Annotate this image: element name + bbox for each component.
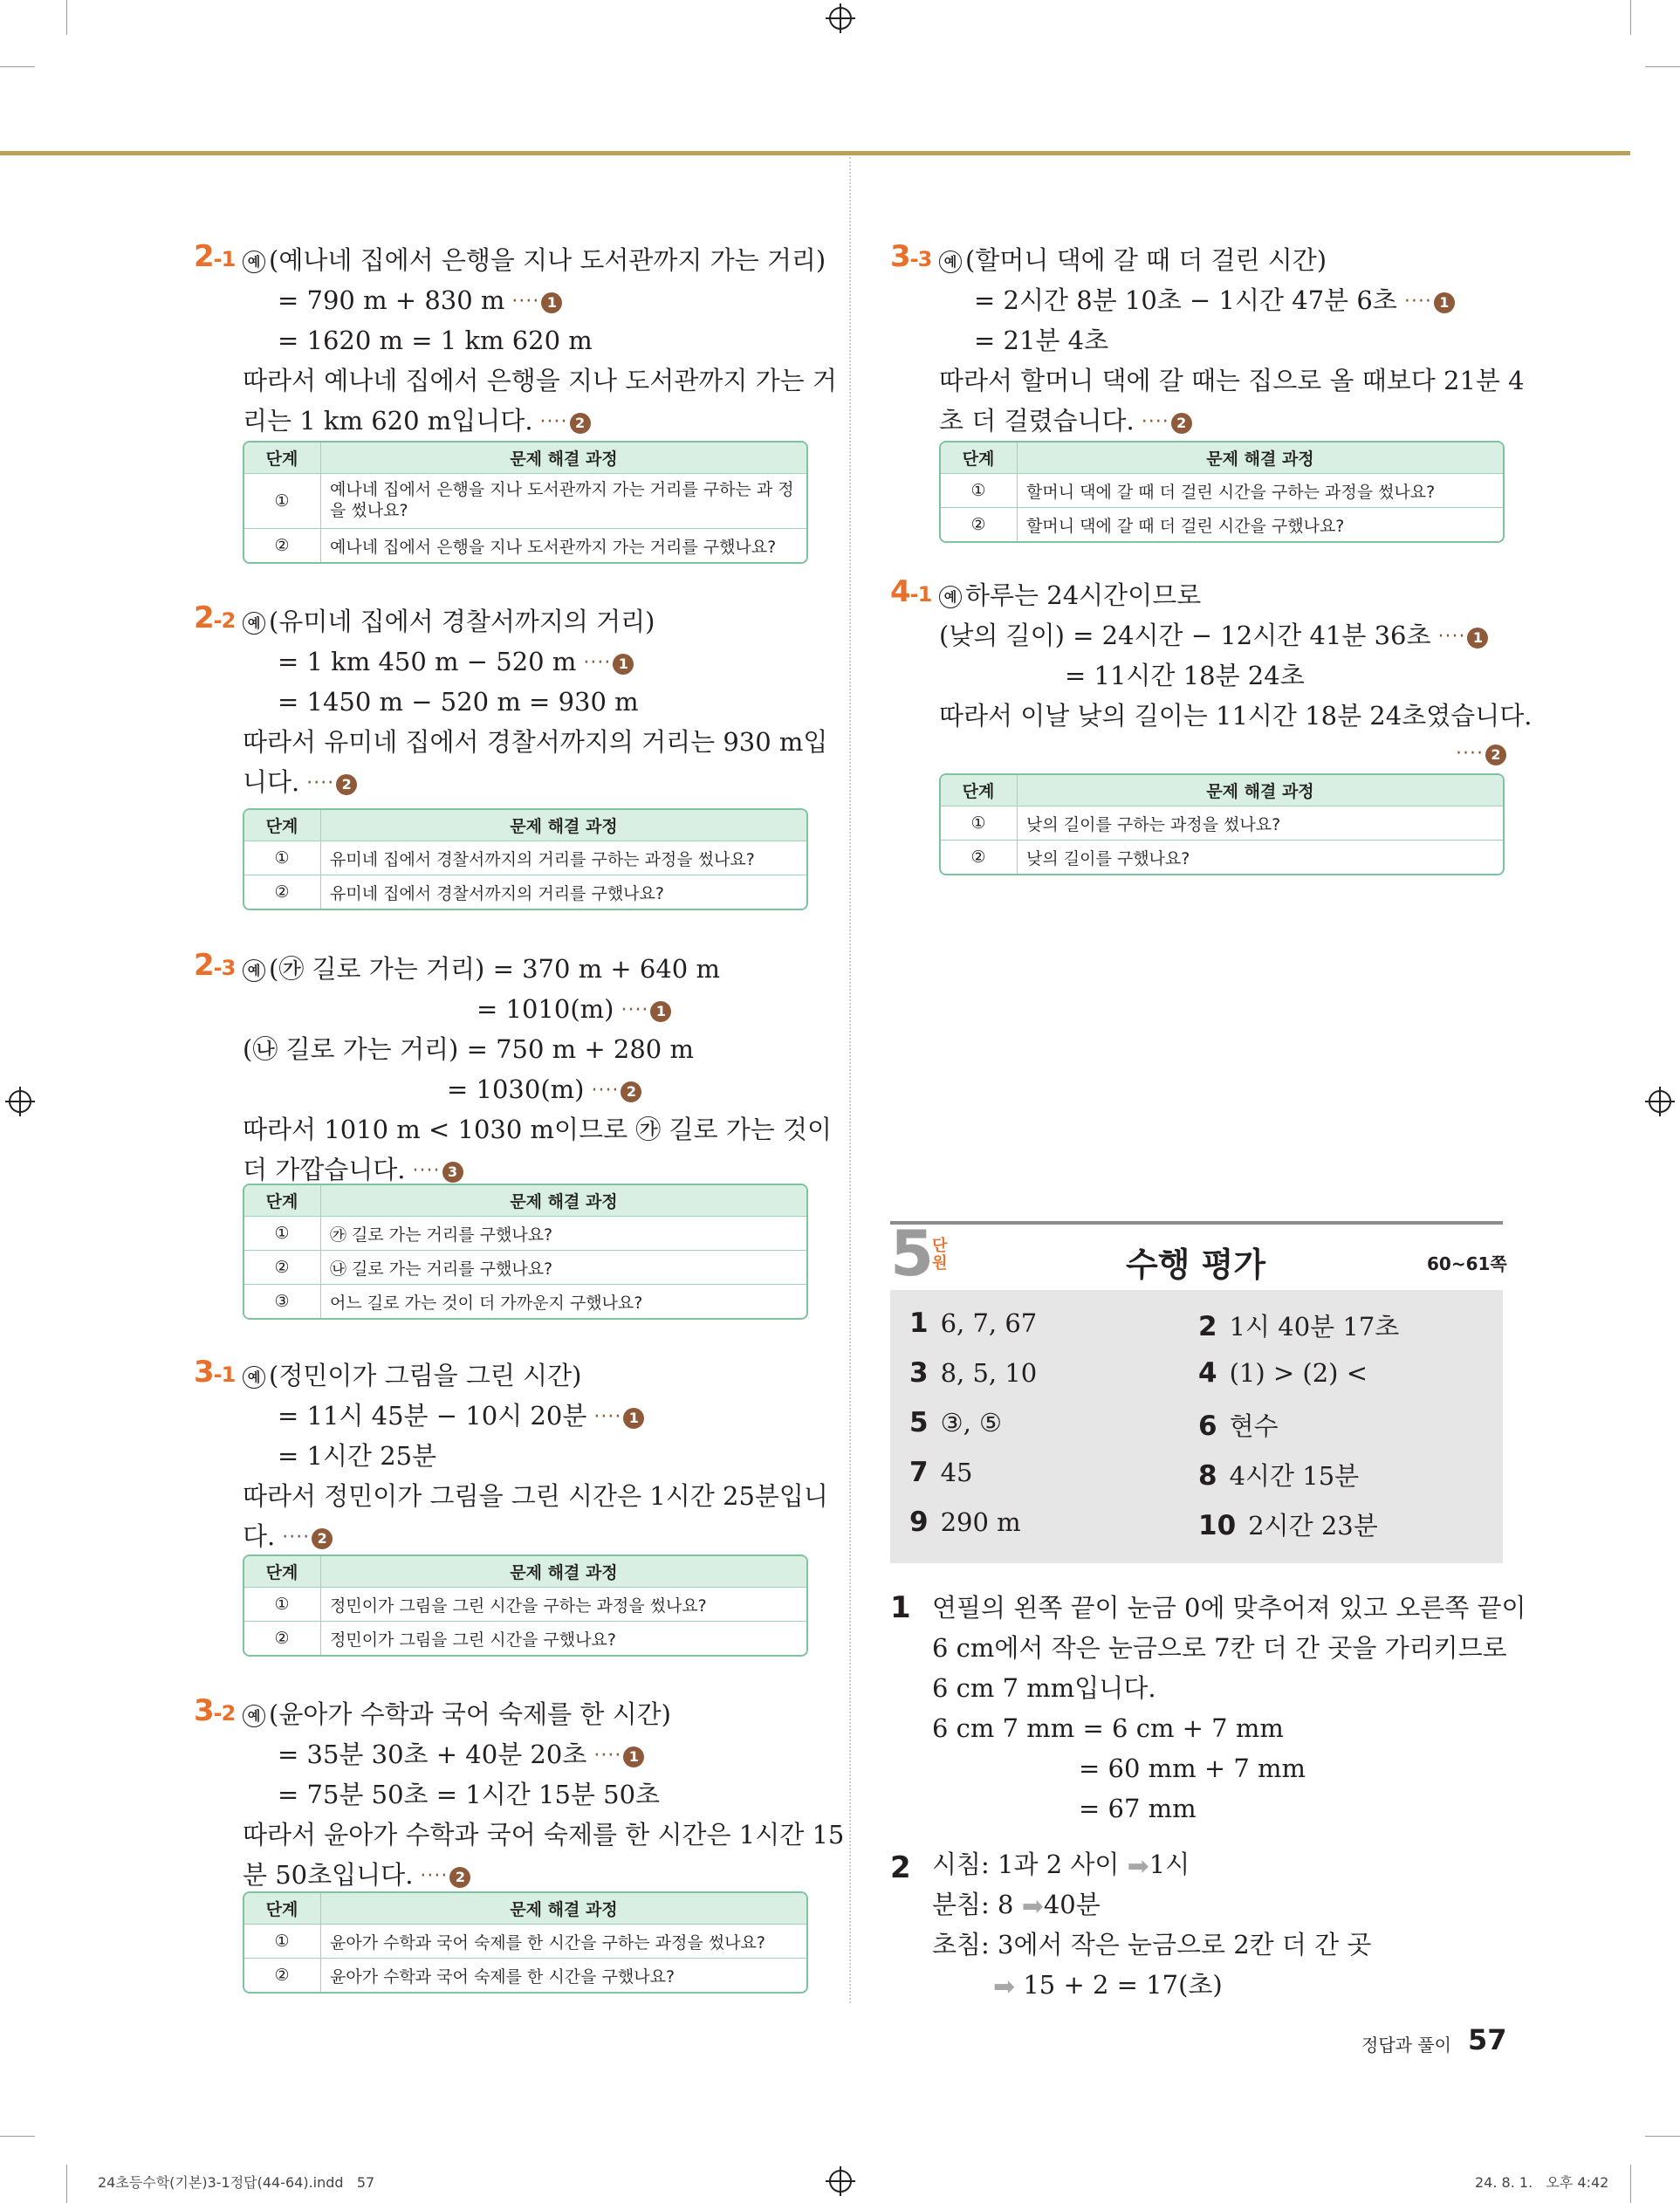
crop-mark bbox=[66, 0, 67, 35]
score-marker: ···· 2 bbox=[420, 1867, 470, 1888]
problem-number: 3-3 bbox=[890, 239, 932, 274]
example-mark-icon: 예 bbox=[243, 959, 265, 982]
answer-item: 9 290 m bbox=[909, 1506, 1021, 1538]
answer-item: 8 4시간 15분 bbox=[1198, 1460, 1360, 1492]
print-date: 24. 8. 1. 오후 4:42 bbox=[1475, 2174, 1609, 2191]
score-marker: ···· 2 bbox=[306, 774, 357, 795]
registration-mark-icon bbox=[829, 2170, 852, 2193]
arrow-right-icon: ➡ bbox=[1021, 1891, 1044, 1922]
section-number: 5 bbox=[890, 1217, 935, 1290]
problem-number: 3-2 bbox=[194, 1693, 236, 1728]
answer-item: 1 6, 7, 67 bbox=[909, 1307, 1038, 1339]
problem-number: 2-1 bbox=[194, 239, 236, 274]
crop-mark bbox=[1645, 2136, 1680, 2137]
example-mark-icon: 예 bbox=[939, 586, 962, 608]
crop-mark bbox=[0, 2136, 35, 2137]
score-marker: ···· 2 bbox=[540, 413, 591, 434]
registration-mark-icon bbox=[829, 7, 852, 30]
file-slug: 24초등수학(기본)3-1정답(44-64).indd 57 bbox=[98, 2174, 375, 2191]
answer-item: 6 현수 bbox=[1198, 1410, 1279, 1442]
answer-item: 4 (1) > (2) < bbox=[1198, 1357, 1368, 1389]
example-mark-icon: 예 bbox=[243, 612, 265, 635]
example-mark-icon: 예 bbox=[243, 1366, 265, 1389]
scoring-table: 단계 문제 해결 과정 ① 유미네 집에서 경찰서까지의 거리를 구하는 과정을 썼나요? ② 유미네 집에서 경찰서까지의 거리를 구했나요? bbox=[243, 808, 808, 910]
explanation-number: 2 bbox=[890, 1850, 911, 1885]
answer-item: 10 2시간 23분 bbox=[1198, 1510, 1378, 1541]
answer-item: 5 ③, ⑤ bbox=[909, 1407, 1003, 1438]
score-marker: ···· 1 bbox=[593, 1747, 644, 1767]
arrow-right-icon: ➡ bbox=[1127, 1851, 1149, 1882]
score-marker: ···· 3 bbox=[413, 1162, 463, 1183]
score-marker: ···· 1 bbox=[583, 654, 634, 675]
scoring-table: 단계 문제 해결 과정 ① 낮의 길이를 구하는 과정을 썼나요? ② 낮의 길이를 구했나요? bbox=[939, 773, 1505, 875]
score-marker: ···· 2 bbox=[1142, 413, 1192, 434]
section-title: 수행 평가 bbox=[1126, 1246, 1266, 1284]
answer-item: 7 45 bbox=[909, 1457, 973, 1488]
score-marker: ···· 1 bbox=[621, 1001, 671, 1022]
score-marker: ···· 2 bbox=[591, 1081, 641, 1102]
crop-mark bbox=[0, 66, 35, 67]
scoring-table: 단계 문제 해결 과정 ① ㉮ 길로 가는 거리를 구했나요? ② ㉯ 길로 가는 거리를 구했나요? ③ 어느 길로 가는 것이 더 가까운지 구했나요? bbox=[243, 1184, 808, 1320]
score-marker: ···· 1 bbox=[1438, 628, 1489, 649]
scoring-table: 단계 문제 해결 과정 ① 예나네 집에서 은행을 지나 도서관까지 가는 거리를 구하는 과 정을 썼나요? ② 예나네 집에서 은행을 지나 도서관까지 가는 거리를 구했나요? bbox=[243, 441, 808, 564]
problem-number: 3-1 bbox=[194, 1355, 236, 1390]
answer-item: 3 8, 5, 10 bbox=[909, 1357, 1038, 1389]
section-pages: 60~61쪽 bbox=[1427, 1253, 1507, 1274]
footer-label: 정답과 풀이 bbox=[1361, 2035, 1451, 2055]
score-marker: ···· 2 bbox=[282, 1528, 333, 1549]
crop-mark bbox=[1630, 0, 1631, 35]
section-rule bbox=[890, 1221, 1503, 1225]
problem-number: 2-2 bbox=[194, 601, 236, 635]
crop-mark bbox=[1630, 2165, 1631, 2203]
score-marker: ···· 1 bbox=[1404, 292, 1455, 313]
score-marker: ···· 1 bbox=[593, 1408, 644, 1429]
scoring-table: 단계 문제 해결 과정 ① 정민이가 그림을 그린 시간을 구하는 과정을 썼나요? ② 정민이가 그림을 그린 시간을 구했나요? bbox=[243, 1554, 808, 1657]
crop-mark bbox=[66, 2165, 67, 2203]
explanation-number: 1 bbox=[890, 1590, 911, 1625]
score-marker: ···· 2 bbox=[1456, 745, 1506, 765]
page-number: 57 bbox=[1468, 2023, 1507, 2056]
column-divider bbox=[849, 157, 851, 2003]
problem-number: 4-1 bbox=[890, 574, 932, 609]
scoring-table: 단계 문제 해결 과정 ① 윤아가 수학과 국어 숙제를 한 시간을 구하는 과정을 썼나요? ② 윤아가 수학과 국어 숙제를 한 시간을 구했나요? bbox=[243, 1891, 808, 1994]
problem-number: 2-3 bbox=[194, 948, 236, 983]
scoring-table: 단계 문제 해결 과정 ① 할머니 댁에 갈 때 더 걸린 시간을 구하는 과정을 썼나요? ② 할머니 댁에 갈 때 더 걸린 시간을 구했나요? bbox=[939, 441, 1505, 543]
arrow-right-icon: ➡ bbox=[993, 1972, 1016, 2002]
crop-mark bbox=[1645, 66, 1680, 67]
example-mark-icon: 예 bbox=[939, 250, 962, 273]
section-unit-label: 단 원 bbox=[932, 1237, 948, 1273]
example-mark-icon: 예 bbox=[243, 1705, 265, 1727]
score-marker: ···· 1 bbox=[511, 292, 562, 313]
registration-mark-icon bbox=[9, 1090, 31, 1113]
header-bar bbox=[0, 151, 1630, 155]
answer-item: 2 1시 40분 17초 bbox=[1198, 1311, 1400, 1342]
registration-mark-icon bbox=[1649, 1090, 1671, 1113]
example-mark-icon: 예 bbox=[243, 250, 265, 273]
